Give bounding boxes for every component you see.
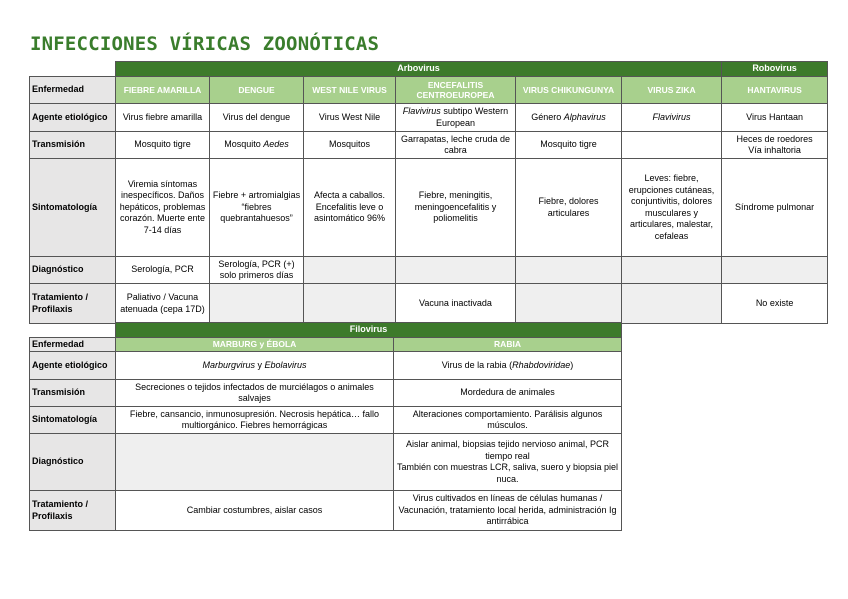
sintomas-marburg-ebola: Fiebre, cansancio, inmunosupresión. Necrosis hepática… fallo multiorgánico. Fiebres hemorrágicas [116, 407, 394, 434]
disease-encefalitis: ENCEFALITIS CENTROEUROPEA [396, 77, 516, 104]
disease-fiebre-amarilla: FIEBRE AMARILLA [116, 77, 210, 104]
row-header-enfermedad: Enfermedad [30, 77, 116, 104]
filovirus-table [29, 322, 622, 531]
disease-west-nile: WEST NILE VIRUS [304, 77, 396, 104]
diagnostico-fiebre-amarilla: Serología, PCR [116, 257, 210, 284]
disease-dengue: DENGUE [210, 77, 304, 104]
agente-encefalitis [396, 104, 516, 132]
agente-zika [622, 104, 722, 132]
agente-encefalitis-italic: Flavivirus [402, 106, 441, 116]
diagnostico-chikungunya [516, 257, 622, 284]
diagnostico-marburg-ebola [116, 434, 394, 491]
row-header-diagnostico-2: Diagnóstico [30, 434, 116, 491]
row-header-transmision-2: Transmisión [30, 380, 116, 407]
agente-marburg-ebola [116, 352, 394, 380]
arbovirus-table [29, 61, 828, 324]
diagnostico-zika [622, 257, 722, 284]
agente-marburg-mid: y [254, 359, 265, 370]
disease-marburg-ebola: MARBURG y ÉBOLA [116, 337, 394, 352]
tratamiento-marburg-ebola: Cambiar costumbres, aislar casos [116, 491, 394, 531]
transmision-dengue-italic: Aedes [263, 139, 289, 150]
disease-chikungunya: VIRUS CHIKUNGUNYA [516, 77, 622, 104]
transmision-chikungunya: Mosquito tigre [516, 132, 622, 159]
transmision-encefalitis: Garrapatas, leche cruda de cabra [396, 132, 516, 159]
agente-marburg-italic: Marburgvirus [202, 359, 255, 370]
diagnostico-west-nile [304, 257, 396, 284]
diagnostico-rabia-line2: También con muestras LCR, saliva, suero y biopsia piel nuca. [396, 462, 619, 484]
sintomas-west-nile: Afecta a caballos. Encefalitis leve o asintomático 96% [304, 159, 396, 257]
diagnostico-rabia [394, 434, 622, 491]
diagnostico-encefalitis [396, 257, 516, 284]
transmision-zika [622, 132, 722, 159]
diagnostico-dengue: Serología, PCR (+) solo primeros días [210, 257, 304, 284]
agente-rabia-prefix: Virus de la rabia ( [441, 359, 513, 370]
tratamiento-chikungunya [516, 284, 622, 324]
tratamiento-zika [622, 284, 722, 324]
row-header-agente: Agente etiológico [30, 104, 116, 132]
agente-chikungunya-prefix: Género [531, 111, 564, 122]
transmision-west-nile: Mosquitos [304, 132, 396, 159]
agente-hantavirus: Virus Hantaan [722, 104, 828, 132]
sintomas-rabia: Alteraciones comportamiento. Parálisis algunos músculos. [394, 407, 622, 434]
transmision-dengue [210, 132, 304, 159]
agente-chikungunya [516, 104, 622, 132]
page-title: INFECCIONES VÍRICAS ZOONÓTICAS [30, 33, 380, 55]
agente-fiebre-amarilla: Virus fiebre amarilla [116, 104, 210, 132]
agente-rabia-italic: Rhabdoviridae [512, 359, 571, 370]
transmision-fiebre-amarilla: Mosquito tigre [116, 132, 210, 159]
blank-corner-2 [30, 323, 116, 338]
row-header-enfermedad-2: Enfermedad [30, 337, 116, 352]
agente-zika-italic: Flavivirus [652, 111, 691, 122]
row-header-agente-2: Agente etiológico [30, 352, 116, 380]
disease-rabia: RABIA [394, 337, 622, 352]
sintomas-hantavirus: Síndrome pulmonar [722, 159, 828, 257]
tratamiento-rabia: Virus cultivados en líneas de células humanas / Vacunación, tratamiento local herida, administración Ig antirrábica [394, 491, 622, 531]
row-header-diagnostico: Diagnóstico [30, 257, 116, 284]
agente-west-nile: Virus West Nile [304, 104, 396, 132]
group-header-arbovirus: Arbovirus [116, 62, 722, 77]
tratamiento-fiebre-amarilla: Paliativo / Vacuna atenuada (cepa 17D) [116, 284, 210, 324]
group-header-robovirus: Robovirus [722, 62, 828, 77]
agente-rabia [394, 352, 622, 380]
row-header-sintomatologia-2: Sintomatología [30, 407, 116, 434]
sintomas-dengue: Fiebre + artromialgias “fiebres quebrantahuesos” [210, 159, 304, 257]
blank-corner [30, 62, 116, 77]
tratamiento-dengue [210, 284, 304, 324]
agente-chikungunya-italic: Alphavirus [563, 111, 606, 122]
sintomas-fiebre-amarilla: Viremia síntomas inespecíficos. Daños hepáticos, problemas corazón. Muerte ente 7-14 días [116, 159, 210, 257]
tratamiento-hantavirus: No existe [722, 284, 828, 324]
disease-hantavirus: HANTAVIRUS [722, 77, 828, 104]
row-header-tratamiento: Tratamiento / Profilaxis [30, 284, 116, 324]
tratamiento-encefalitis: Vacuna inactivada [396, 284, 516, 324]
agente-encefalitis-rest: subtipo Western European [435, 106, 509, 128]
agente-dengue: Virus del dengue [210, 104, 304, 132]
disease-zika: VIRUS ZIKA [622, 77, 722, 104]
tratamiento-west-nile [304, 284, 396, 324]
transmision-hantavirus [722, 132, 828, 159]
row-header-transmision: Transmisión [30, 132, 116, 159]
transmision-marburg-ebola: Secreciones o tejidos infectados de murciélagos o animales salvajes [116, 380, 394, 407]
transmision-hantavirus-line1: Heces de roedores [736, 133, 813, 144]
transmision-rabia: Mordedura de animales [394, 380, 622, 407]
agente-rabia-suffix: ) [570, 359, 574, 370]
diagnostico-hantavirus [722, 257, 828, 284]
transmision-dengue-prefix: Mosquito [224, 139, 264, 150]
diagnostico-rabia-line1: Aislar animal, biopsias tejido nervioso animal, PCR tiempo real [405, 439, 610, 461]
sintomas-zika: Leves: fiebre, erupciones cutáneas, conjuntivitis, dolores musculares y articulares, malestar, cefaleas [622, 159, 722, 257]
sintomas-chikungunya: Fiebre, dolores articulares [516, 159, 622, 257]
sintomas-encefalitis: Fiebre, meningitis, meningoencefalitis y poliomelitis [396, 159, 516, 257]
transmision-hantavirus-line2: Vía inhaltoria [748, 145, 801, 155]
group-header-filovirus: Filovirus [116, 323, 622, 338]
row-header-sintomatologia: Sintomatología [30, 159, 116, 257]
row-header-tratamiento-2: Tratamiento / Profilaxis [30, 491, 116, 531]
agente-ebola-italic: Ebolavirus [264, 359, 307, 370]
